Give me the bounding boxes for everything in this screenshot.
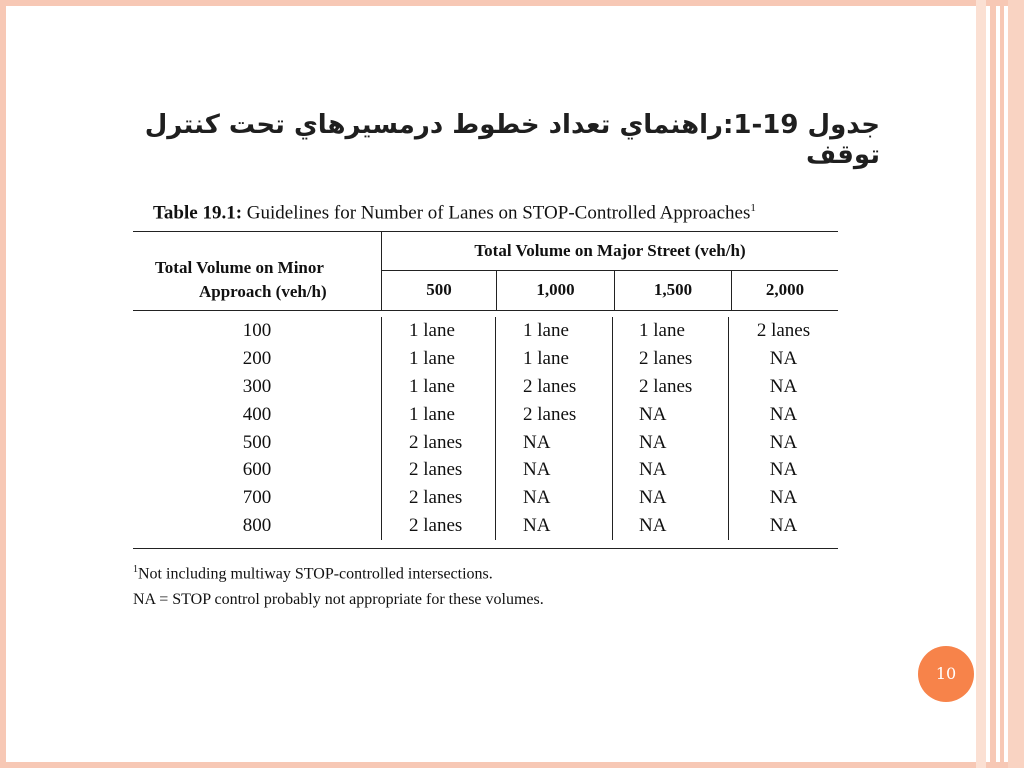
table-cell: 300: [242, 375, 272, 397]
lanes-table: [133, 231, 838, 548]
major-header-title: Total Volume on Major Street (veh/h): [382, 232, 838, 271]
major-col-1000: 1,000: [497, 271, 615, 310]
table-body: [133, 311, 838, 547]
table-cell: 200: [242, 348, 272, 370]
major-col-500: 500: [382, 271, 497, 310]
caption-footnote-mark: 1: [750, 202, 756, 214]
table-cell: 2 lanes: [756, 320, 811, 342]
table-cell: 1 lane: [523, 320, 569, 342]
page-number-badge: 10: [918, 646, 974, 702]
column-1500: [613, 317, 729, 539]
table-cell: NA: [769, 431, 798, 453]
footnote-1-text: Not including multiway STOP-controlled intersections.: [138, 565, 493, 583]
table-cell: NA: [639, 487, 667, 509]
major-volume-header: [382, 232, 838, 310]
table-cell: 2 lanes: [409, 514, 463, 536]
table-cell: NA: [769, 514, 798, 536]
table-cell: NA: [769, 459, 798, 481]
table-notes: [133, 557, 838, 613]
table-cell: NA: [769, 403, 798, 425]
column-1000: [496, 317, 613, 539]
table-cell: 1 lane: [639, 320, 685, 342]
table-cell: NA: [769, 375, 798, 397]
table-cell: NA: [523, 514, 551, 536]
slide-border-bottom: [0, 762, 1024, 768]
major-col-1500: 1,500: [615, 271, 732, 310]
table-cell: NA: [523, 431, 551, 453]
table-cell: 2 lanes: [639, 348, 693, 370]
slide-title: جدول 19-1:راهنماي تعداد خطوط درمسيرهاي تحت كنترل توقف: [144, 110, 880, 170]
table-cell: 700: [242, 487, 272, 509]
column-500: [382, 317, 496, 539]
decorative-stripes: [976, 0, 1024, 768]
slide-border-left: [0, 0, 6, 768]
table-caption: [133, 196, 838, 225]
minor-volume-column: [133, 317, 382, 539]
table-cell: 2 lanes: [523, 403, 577, 425]
table-cell: 100: [242, 320, 272, 342]
table-cell: NA: [769, 348, 798, 370]
table-cell: NA: [639, 403, 667, 425]
table-cell: 1 lane: [409, 320, 455, 342]
table-cell: 500: [242, 431, 272, 453]
column-2000: [729, 317, 838, 539]
table-header: [133, 232, 838, 311]
table-cell: 2 lanes: [409, 459, 463, 481]
table-cell: NA: [639, 431, 667, 453]
table-cell: 400: [242, 403, 272, 425]
caption-label: Table 19.1:: [153, 202, 243, 224]
table-cell: NA: [523, 459, 551, 481]
table-cell: NA: [639, 459, 667, 481]
minor-header-line2: Approach (veh/h): [199, 282, 327, 302]
table-cell: 1 lane: [523, 348, 569, 370]
table-cell: NA: [769, 487, 798, 509]
footnote-na: NA = STOP control probably not appropriate for these volumes.: [133, 591, 544, 609]
table-cell: 1 lane: [409, 403, 455, 425]
major-col-2000: 2,000: [765, 280, 805, 300]
table-cell: NA: [639, 514, 667, 536]
table-cell: 2 lanes: [523, 375, 577, 397]
minor-volume-header: [133, 232, 382, 310]
table-cell: 2 lanes: [409, 487, 463, 509]
table-cell: NA: [523, 487, 551, 509]
table-cell: 600: [242, 459, 272, 481]
table-cell: 1 lane: [409, 375, 455, 397]
table-cell: 2 lanes: [409, 431, 463, 453]
slide-border-top: [0, 0, 1024, 6]
table-cell: 2 lanes: [639, 375, 693, 397]
footnote-mark: 1: [133, 563, 138, 575]
major-header-columns: [382, 271, 838, 310]
minor-header-line1: Total Volume on Minor: [155, 258, 324, 278]
caption-text: Guidelines for Number of Lanes on STOP-Controlled Approaches: [242, 202, 751, 224]
table-cell: 800: [242, 514, 272, 536]
table-cell: 1 lane: [409, 348, 455, 370]
footnote-1: [133, 557, 838, 587]
table-figure: [133, 196, 838, 613]
